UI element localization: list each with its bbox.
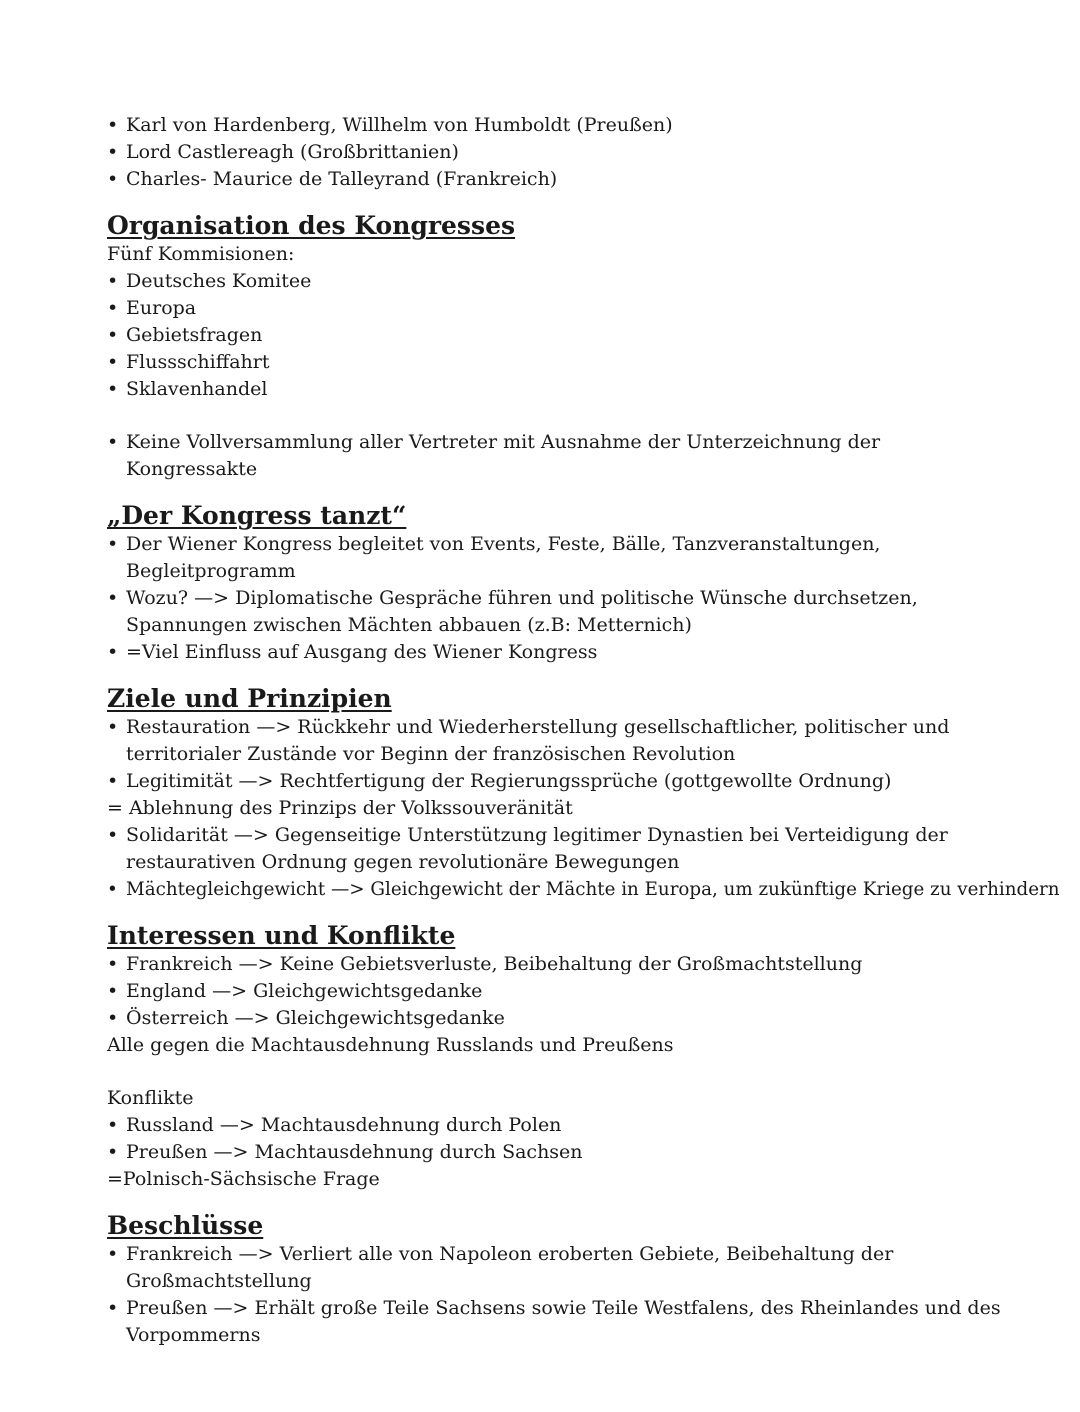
list-item: • Sklavenhandel bbox=[107, 376, 1007, 403]
ziele-note: = Ablehnung des Prinzips der Volkssouveränität bbox=[107, 797, 573, 819]
list-item: • England —> Gleichgewichtsgedanke bbox=[107, 978, 1007, 1005]
konflikte-label: Konflikte bbox=[107, 1087, 194, 1109]
section-heading-ziele: Ziele und Prinzipien bbox=[107, 684, 392, 713]
list-item: • Österreich —> Gleichgewichtsgedanke bbox=[107, 1005, 1007, 1032]
interessen-note: Alle gegen die Machtausdehnung Russlands und Preußens bbox=[107, 1034, 674, 1056]
section-heading-organisation: Organisation des Kongresses bbox=[107, 211, 516, 240]
organisation-extra-list bbox=[107, 429, 1007, 483]
list-item: • Keine Vollversammlung aller Vertreter mit Ausnahme der Unterzeichnung der Kongressakte bbox=[107, 429, 1007, 483]
ziele-list-a bbox=[107, 714, 1007, 795]
section-heading-beschluesse: Beschlüsse bbox=[107, 1211, 264, 1240]
document-page bbox=[107, 112, 1060, 1349]
list-item: • Der Wiener Kongress begleitet von Events, Feste, Bälle, Tanzveranstaltungen, Begleitprogramm bbox=[107, 531, 1007, 585]
konflikte-note: =Polnisch-Sächsische Frage bbox=[107, 1168, 380, 1190]
list-item: • Flussschiffahrt bbox=[107, 349, 1007, 376]
interessen-list bbox=[107, 951, 1007, 1032]
list-item: • Frankreich —> Keine Gebietsverluste, Beibehaltung der Großmachtstellung bbox=[107, 951, 1007, 978]
list-item: • Restauration —> Rückkehr und Wiederherstellung gesellschaftlicher, politischer und territorialer Zustände vor Beginn der französischen Revolution bbox=[107, 714, 1007, 768]
section-heading-interessen: Interessen und Konflikte bbox=[107, 921, 456, 950]
list-item: • Charles- Maurice de Talleyrand (Frankreich) bbox=[107, 166, 1007, 193]
ziele-list-b bbox=[107, 822, 1060, 903]
list-item: • Deutsches Komitee bbox=[107, 268, 1007, 295]
list-item: • Solidarität —> Gegenseitige Unterstützung legitimer Dynastien bei Verteidigung der restaurativen Ordnung gegen revolutionäre Bewegungen bbox=[107, 822, 1007, 876]
tanzt-list bbox=[107, 531, 1007, 666]
list-item: • Russland —> Machtausdehnung durch Polen bbox=[107, 1112, 1007, 1139]
list-item: • =Viel Einfluss auf Ausgang des Wiener Kongress bbox=[107, 639, 1007, 666]
section-heading-tanzt: „Der Kongress tanzt“ bbox=[107, 501, 407, 530]
delegates-list bbox=[107, 112, 1007, 193]
organisation-intro: Fünf Kommisionen: bbox=[107, 243, 295, 265]
list-item: • Frankreich —> Verliert alle von Napoleon eroberten Gebiete, Beibehaltung der Großmachtstellung bbox=[107, 1241, 1007, 1295]
list-item: • Lord Castlereagh (Großbrittanien) bbox=[107, 139, 1007, 166]
list-item: • Europa bbox=[107, 295, 1007, 322]
list-item: • Preußen —> Erhält große Teile Sachsens sowie Teile Westfalens, des Rheinlandes und des Vorpommerns bbox=[107, 1295, 1007, 1349]
list-item: • Legitimität —> Rechtfertigung der Regierungssprüche (gottgewollte Ordnung) bbox=[107, 768, 1007, 795]
konflikte-list bbox=[107, 1112, 1007, 1166]
list-item: • Gebietsfragen bbox=[107, 322, 1007, 349]
list-item: • Wozu? —> Diplomatische Gespräche führen und politische Wünsche durchsetzen, Spannungen zwischen Mächten abbauen (z.B: Metternich) bbox=[107, 585, 1007, 639]
list-item: • Karl von Hardenberg, Willhelm von Humboldt (Preußen) bbox=[107, 112, 1007, 139]
beschluesse-list bbox=[107, 1241, 1007, 1349]
commissions-list bbox=[107, 268, 1007, 403]
list-item: • Mächtegleichgewicht —> Gleichgewicht der Mächte in Europa, um zukünftige Kriege zu verhindern bbox=[107, 876, 1007, 903]
list-item: • Preußen —> Machtausdehnung durch Sachsen bbox=[107, 1139, 1007, 1166]
